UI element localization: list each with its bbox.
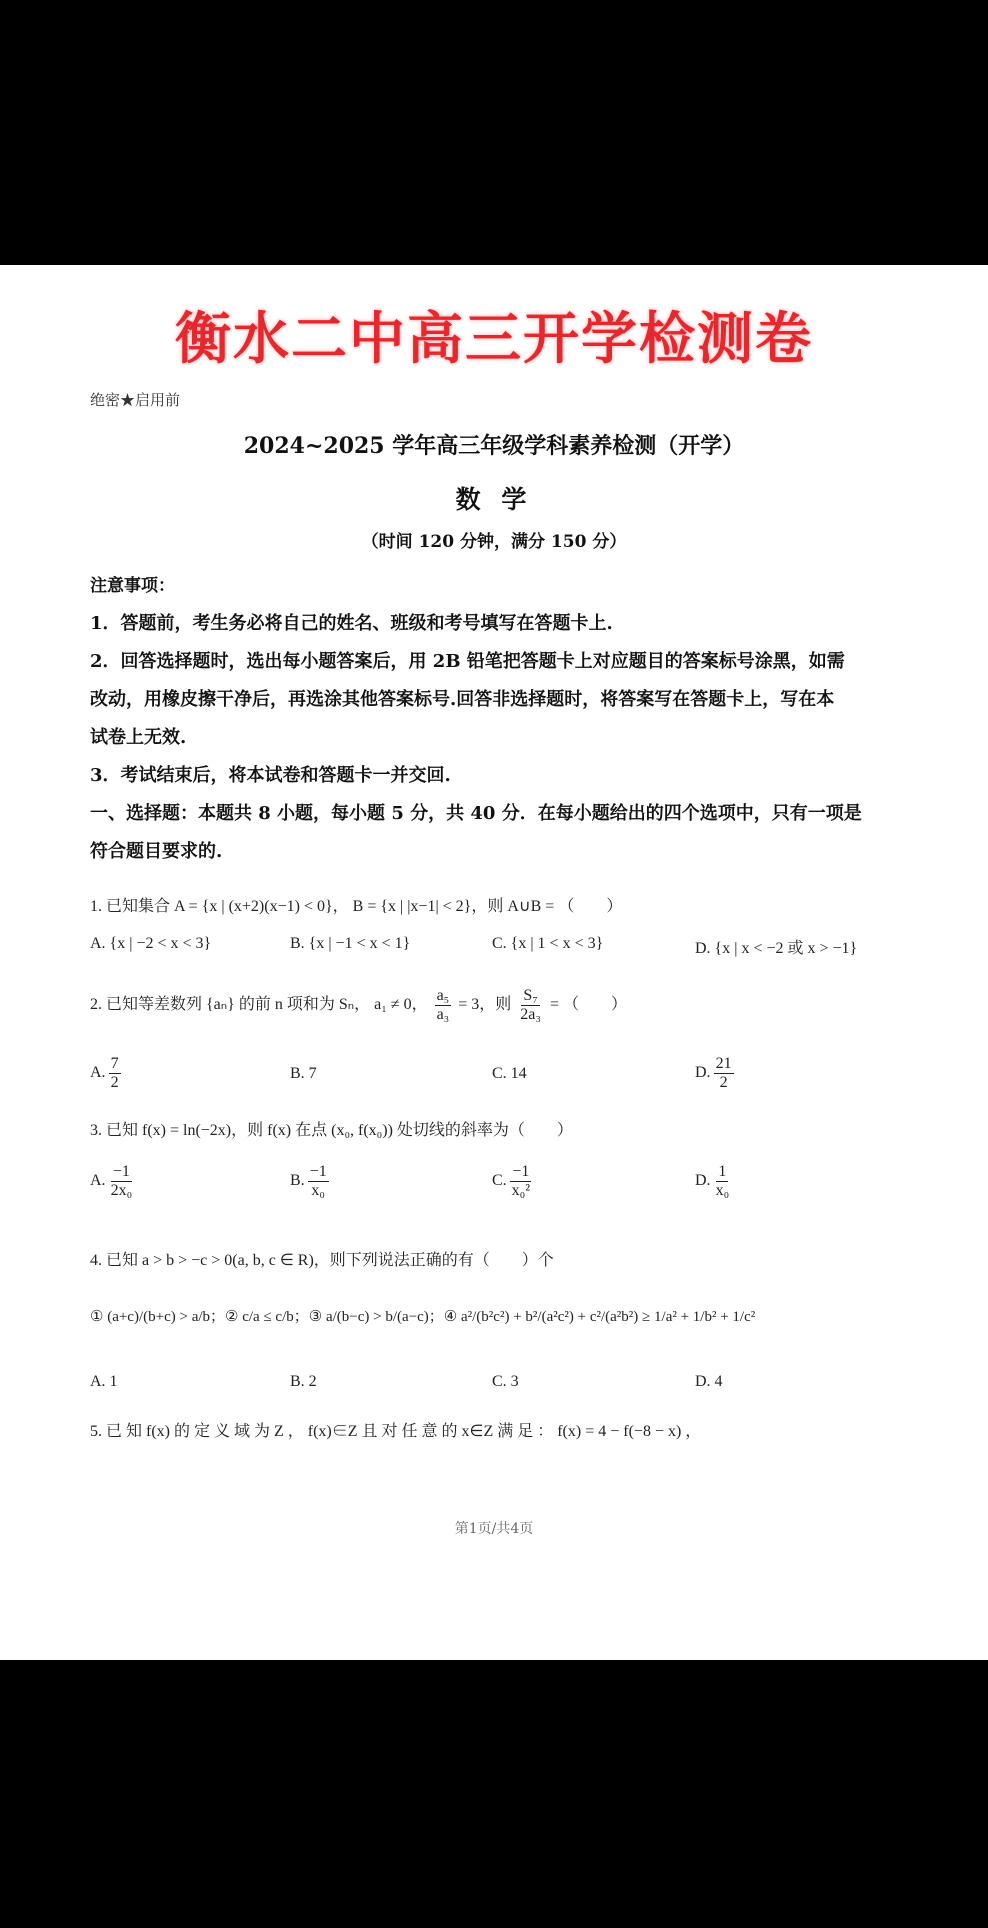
option-fraction: [714, 1163, 732, 1199]
option-fraction: [109, 1163, 135, 1199]
denominator: 2a₃: [520, 1005, 541, 1023]
option-c: [492, 1163, 535, 1199]
numerator: 21: [715, 1055, 732, 1072]
denominator: x₀: [311, 1181, 325, 1199]
notes-block: [90, 567, 900, 871]
denominator: 2: [719, 1073, 728, 1091]
secret-label: 绝密★启用前: [90, 391, 181, 409]
q2-stem-c: = （ ）: [549, 995, 628, 1013]
section-heading: 一、选择题：本题共 8 小题，每小题 5 分，共 40 分．在每小题给出的四个选项中，只有一项是: [90, 803, 862, 824]
option-b: B. 2: [290, 1373, 317, 1390]
option-b: B. 7: [290, 1065, 317, 1082]
option-a-fraction: [109, 1055, 121, 1091]
banner-title: 衡水二中高三开学检测卷: [175, 307, 813, 372]
numerator: 7: [110, 1055, 119, 1072]
q2-stem-a: 2. 已知等差数列 {aₙ} 的前 n 项和为 Sₙ， a₁ ≠ 0，: [90, 995, 428, 1013]
section-heading-cont: 符合题目要求的.: [90, 841, 223, 862]
option-label: B.: [290, 1171, 305, 1189]
subject-title: 数 学: [455, 485, 533, 514]
option-label: D.: [695, 1171, 711, 1189]
option-fraction: [510, 1163, 532, 1199]
option-a: [90, 1163, 137, 1199]
option-fraction: [308, 1163, 329, 1199]
option-a: A. 1: [90, 1373, 118, 1390]
q2-fraction-1: [435, 987, 452, 1023]
page-footer: 第1页/共4页: [454, 1521, 534, 1537]
numerator: S₇: [523, 987, 538, 1004]
option-label: A.: [90, 1171, 106, 1189]
question-5-stem: 5. 已 知 f(x) 的 定 义 域 为 Z ， f(x)∈Z 且 对 任 意 的 x∈Z 满 足 ： f(x) = 4 − f(−8 − x) ，: [90, 1423, 702, 1440]
option-d: D. {x | x < −2 或 x > −1}: [695, 940, 858, 957]
option-d: [695, 1055, 737, 1091]
option-d: D. 4: [695, 1373, 723, 1390]
option-d-fraction: [714, 1055, 734, 1091]
note-item: 试卷上无效.: [90, 727, 187, 748]
top-black-bar: [0, 0, 988, 265]
question-4-statements: ① (a+c)/(b+c) > a/b；② c/a ≤ c/b；③ a/(b−c) > b/(a−c)；④ a²/(b²c²) + b²/(a²c²) + c²/(a²b²) ≥ 1/a² + 1/b² + 1/c²: [90, 1309, 756, 1325]
option-b: [290, 1163, 332, 1199]
question-2-stem: [90, 987, 900, 1023]
denominator: x₀²: [511, 1181, 531, 1199]
denominator: 2: [110, 1073, 119, 1091]
numerator: −1: [309, 1163, 327, 1180]
note-item: 2．回答选择题时，选出每小题答案后，用 2B 铅笔把答题卡上对应题目的答案标号涂黑，如需: [90, 651, 845, 672]
question-1-stem: 1. 已知集合 A = {x | (x+2)(x−1) < 0}， B = {x | |x−1| < 2}，则 A∪B = （ ）: [90, 898, 623, 915]
note-item: 1．答题前，考生务必将自己的姓名、班级和考号填写在答题卡上.: [90, 613, 613, 634]
numerator: −1: [112, 1163, 130, 1180]
denominator: x₀: [715, 1181, 730, 1199]
time-info: （时间 120 分钟，满分 150 分）: [361, 532, 627, 552]
option-d: [695, 1163, 734, 1199]
bottom-black-bar: [0, 1660, 988, 1928]
q2-stem-b: = 3，则: [458, 995, 512, 1013]
notes-heading: 注意事项：: [90, 576, 175, 596]
option-a: [90, 1055, 124, 1091]
option-b: B. {x | −1 < x < 1}: [290, 935, 411, 952]
numerator: 1: [718, 1163, 727, 1180]
question-4-stem: 4. 已知 a > b > −c > 0(a, b, c ∈ R)，则下列说法正确的有（ ）个: [90, 1252, 554, 1269]
exam-title: 2024~2025 学年高三年级学科素养检测（开学）: [243, 433, 745, 459]
option-a: A. {x | −2 < x < 3}: [90, 935, 212, 952]
q2-fraction-2: [518, 987, 543, 1023]
option-a-label: A.: [90, 1063, 106, 1081]
note-item: 改动，用橡皮擦干净后，再选涂其他答案标号.回答非选择题时，将答案写在答题卡上，写在本: [90, 689, 835, 710]
option-label: C.: [492, 1171, 507, 1189]
denominator: a₃: [436, 1005, 450, 1023]
option-c: C. 14: [492, 1065, 527, 1082]
denominator: 2x₀: [110, 1181, 133, 1199]
note-item: 3．考试结束后，将本试卷和答题卡一并交回.: [90, 765, 451, 786]
question-3-stem: 3. 已知 f(x) = ln(−2x)，则 f(x) 在点 (x₀, f(x₀)) 处切线的斜率为（ ）: [90, 1122, 573, 1139]
exam-page: [0, 265, 988, 1660]
numerator: a₅: [436, 987, 450, 1004]
option-d-label: D.: [695, 1063, 711, 1081]
numerator: −1: [512, 1163, 530, 1180]
option-c: C. 3: [492, 1373, 519, 1390]
option-c: C. {x | 1 < x < 3}: [492, 935, 604, 952]
